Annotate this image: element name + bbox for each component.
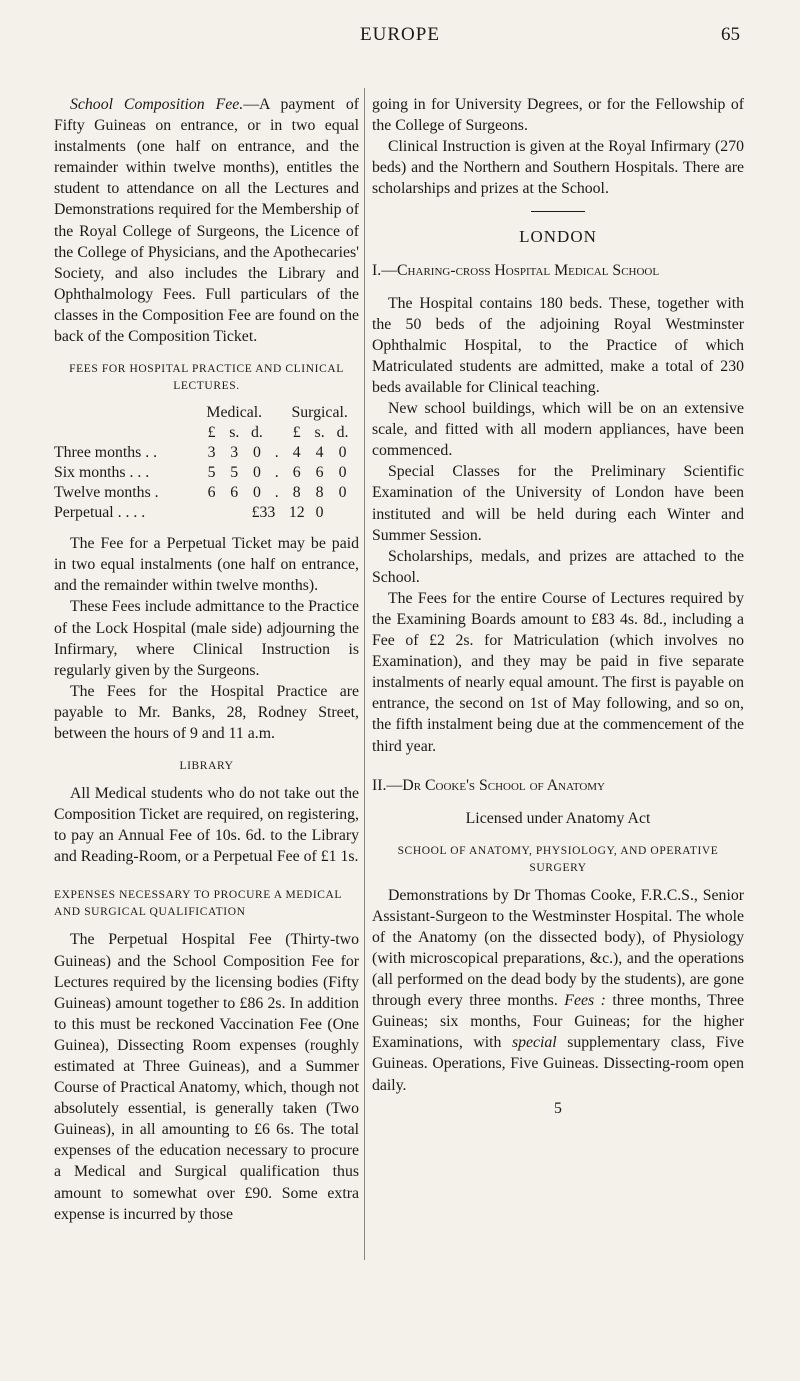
column-divider — [364, 88, 365, 1260]
fees-table — [54, 403, 354, 523]
running-head-title: EUROPE — [360, 24, 440, 45]
hospital-beds-paragraph: The Hospital contains 180 beds. These, together with the 50 beds of the adjoining Royal Westminster Ophthalmic Hospital, to the Practice of which Matriculated students are admitted, make a total of 230 beds available for Clinical teaching. — [372, 294, 744, 396]
table-row: Six months . . . 5 5 0 . 6 6 0 — [54, 463, 354, 483]
currency-label: d. — [336, 424, 349, 442]
medical-pence: 0 — [252, 484, 261, 502]
medical-shillings: 5 — [230, 464, 239, 482]
perpetual-ticket-paragraph: The Fee for a Perpetual Ticket may be paid in two equal instalments (one half on entrance, and the remainder within twelve months). — [54, 535, 359, 595]
special-word: special — [511, 1034, 557, 1052]
demonstrations-paragraph — [372, 885, 744, 1096]
continued-paragraph: going in for University Degrees, or for the Fellowship of the College of Surgeons. — [372, 96, 744, 135]
lock-hospital-paragraph: These Fees include admittance to the Practice of the Lock Hospital (male side) adjourning the Infirmary, where Clinical Instruction is regularly given by the Surgeons. — [54, 598, 359, 679]
section-number: I.— — [372, 261, 398, 279]
row-label: Twelve months — [54, 484, 151, 502]
row-label: Three months — [54, 444, 142, 462]
currency-label: d. — [250, 424, 263, 442]
row-label: Six months — [54, 464, 126, 482]
demonstrations-fees-text: three months, Three Guineas; six months, Four Guineas; for the higher Examinations, with — [372, 992, 744, 1052]
surgical-pounds: 4 — [292, 444, 301, 462]
school-composition-fee-body: —A payment of Fifty Guineas on entrance, or in two equal instalments (one half on entrance, and the remainder within twelve months), entitles the student to attendance on all the Lectures and Demonstrations required for the Membership of the Royal College of Surgeons, the Licence of the College of Physicians, and the Apothecaries' Society, and also includes the Library and Ophthalmology Fees. Full particulars of the classes in the Composition Fee are found on the back of the Composition Ticket. — [54, 96, 359, 346]
section-number: II.— — [372, 776, 403, 794]
clinical-instruction-paragraph: Clinical Instruction is given at the Royal Infirmary (270 beds) and the Northern and Southern Hospitals. There are scholarships and prizes at the School. — [372, 138, 744, 198]
surgical-pence: 0 — [338, 484, 347, 502]
special-classes-paragraph: Special Classes for the Preliminary Scientific Examination of the University of London have been instituted and will be held during each Winter and Summer Session. — [372, 463, 744, 544]
cookes-school-heading — [372, 775, 744, 796]
school-composition-fee-paragraph — [54, 94, 359, 347]
london-heading: LONDON — [519, 227, 597, 247]
currency-label: s. — [314, 424, 325, 442]
school-composition-fee-title: School Composition Fee. — [70, 96, 244, 113]
section-title: Charing-cross Hospital Medical School — [397, 261, 660, 279]
table-row: Twelve months . 6 6 0 . 8 8 0 — [54, 483, 354, 503]
section-title: Dr Cooke's School of Anatomy — [402, 776, 606, 794]
perpetual-pence: 0 — [315, 504, 324, 522]
payment-paragraph: The Fees for the Hospital Practice are payable to Mr. Banks, 28, Rodney Street, between the hours of 9 and 11 a.m. — [54, 682, 359, 742]
medical-pounds: 6 — [207, 484, 216, 502]
charing-cross-heading — [372, 260, 744, 281]
medical-pence: 0 — [252, 444, 261, 462]
perpetual-value: £33 — [251, 504, 276, 522]
medical-shillings: 6 — [230, 484, 239, 502]
surgical-pence: 0 — [338, 444, 347, 462]
left-column — [54, 94, 359, 1225]
table-row: Three months . . 3 3 0 . 4 4 0 — [54, 443, 354, 463]
library-paragraph: All Medical students who do not take out the Composition Ticket are required, on registering, to pay an Annual Fee of 10s. 6d. to the Library and Reading-Room, or a Perpetual Fee of £1 1s. — [54, 785, 359, 866]
medical-pounds: 3 — [207, 444, 216, 462]
medical-pounds: 5 — [207, 464, 216, 482]
surgical-pounds: 6 — [292, 464, 301, 482]
page-number: 65 — [721, 24, 740, 45]
surgical-pence: 0 — [338, 464, 347, 482]
medical-pence: 0 — [252, 464, 261, 482]
library-heading: LIBRARY — [179, 760, 234, 773]
surgical-pounds: 8 — [292, 484, 301, 502]
fees-table-header-row — [54, 403, 354, 423]
surgical-shillings: 6 — [315, 464, 324, 482]
running-head — [0, 24, 800, 54]
scholarships-paragraph: Scholarships, medals, and prizes are attached to the School. — [372, 547, 744, 586]
lecture-fees-paragraph: The Fees for the entire Course of Lectures required by the Examining Boards amount to £83 4s. 8d., including a Fee of £2 2s. for Matriculation (which involves no Examination), and they may be paid in five separate instalments of nearly equal amount. The first is payable on entrance, the second on 1st of May following, and so on, the fifth instalment being due at the commencement of the third year. — [372, 589, 744, 755]
expenses-paragraph: The Perpetual Hospital Fee (Thirty-two Guineas) and the School Composition Fee for Lectures required by the licensing bodies (Fifty Guineas) amount together to £86 2s. In addition to this must be reckoned Vaccination Fee (One Guinea), Dissecting Room expenses (roughly estimated at Three Guineas), and a Summer Course of Practical Anatomy, which, though not absolutely essential, is generally taken (Two Guineas), in all amounting to £6 6s. The total expenses of the education necessary to procure a Medical and Surgical qualification thus amount to somewhat over £90. Some extra expense is incurred by those — [54, 931, 359, 1223]
right-column — [372, 94, 744, 1119]
currency-label: £ — [292, 424, 301, 442]
signature-mark: 5 — [554, 1099, 562, 1117]
fees-table-currency-row — [54, 423, 354, 443]
demonstrations-text: Demonstrations by Dr Thomas Cooke, F.R.C.S., Senior Assistant-Surgeon to the Westminster Hospital. The whole of the Anatomy (on the dissected body), of Physiology (with microscopical preparations, &c.), and the operations (all performed on the dead body by the students), are gone through every three months. — [372, 886, 744, 1010]
licensed-line: Licensed under Anatomy Act — [465, 809, 651, 827]
school-of-anatomy-heading: SCHOOL OF ANATOMY, PHYSIOLOGY, AND OPERATIVE SURGERY — [397, 844, 719, 874]
currency-label: £ — [207, 424, 216, 442]
fees-heading: FEES FOR HOSPITAL PRACTICE AND CLINICAL LECTURES. — [69, 363, 344, 393]
fees-label: Fees : — [564, 992, 606, 1010]
perpetual-shillings: 12 — [288, 504, 305, 522]
section-rule — [531, 211, 585, 212]
surgical-column-header: Surgical. — [291, 404, 348, 422]
medical-shillings: 3 — [230, 444, 239, 462]
currency-label: s. — [229, 424, 240, 442]
school-buildings-paragraph: New school buildings, which will be on an extensive scale, and fitted with all modern appliances, have been commenced. — [372, 400, 744, 460]
surgical-shillings: 8 — [315, 484, 324, 502]
expenses-heading: EXPENSES NECESSARY TO PROCURE A MEDICAL AND SURGICAL QUALIFICATION — [54, 889, 342, 919]
row-label: Perpetual — [54, 504, 114, 522]
table-row: Perpetual . . . . £33 12 0 — [54, 503, 354, 523]
medical-column-header: Medical. — [206, 404, 263, 422]
surgical-shillings: 4 — [315, 444, 324, 462]
demonstrations-end-text: supplementary class, Five Guineas. Operations, Five Guineas. Dissecting-room open daily. — [372, 1034, 744, 1094]
